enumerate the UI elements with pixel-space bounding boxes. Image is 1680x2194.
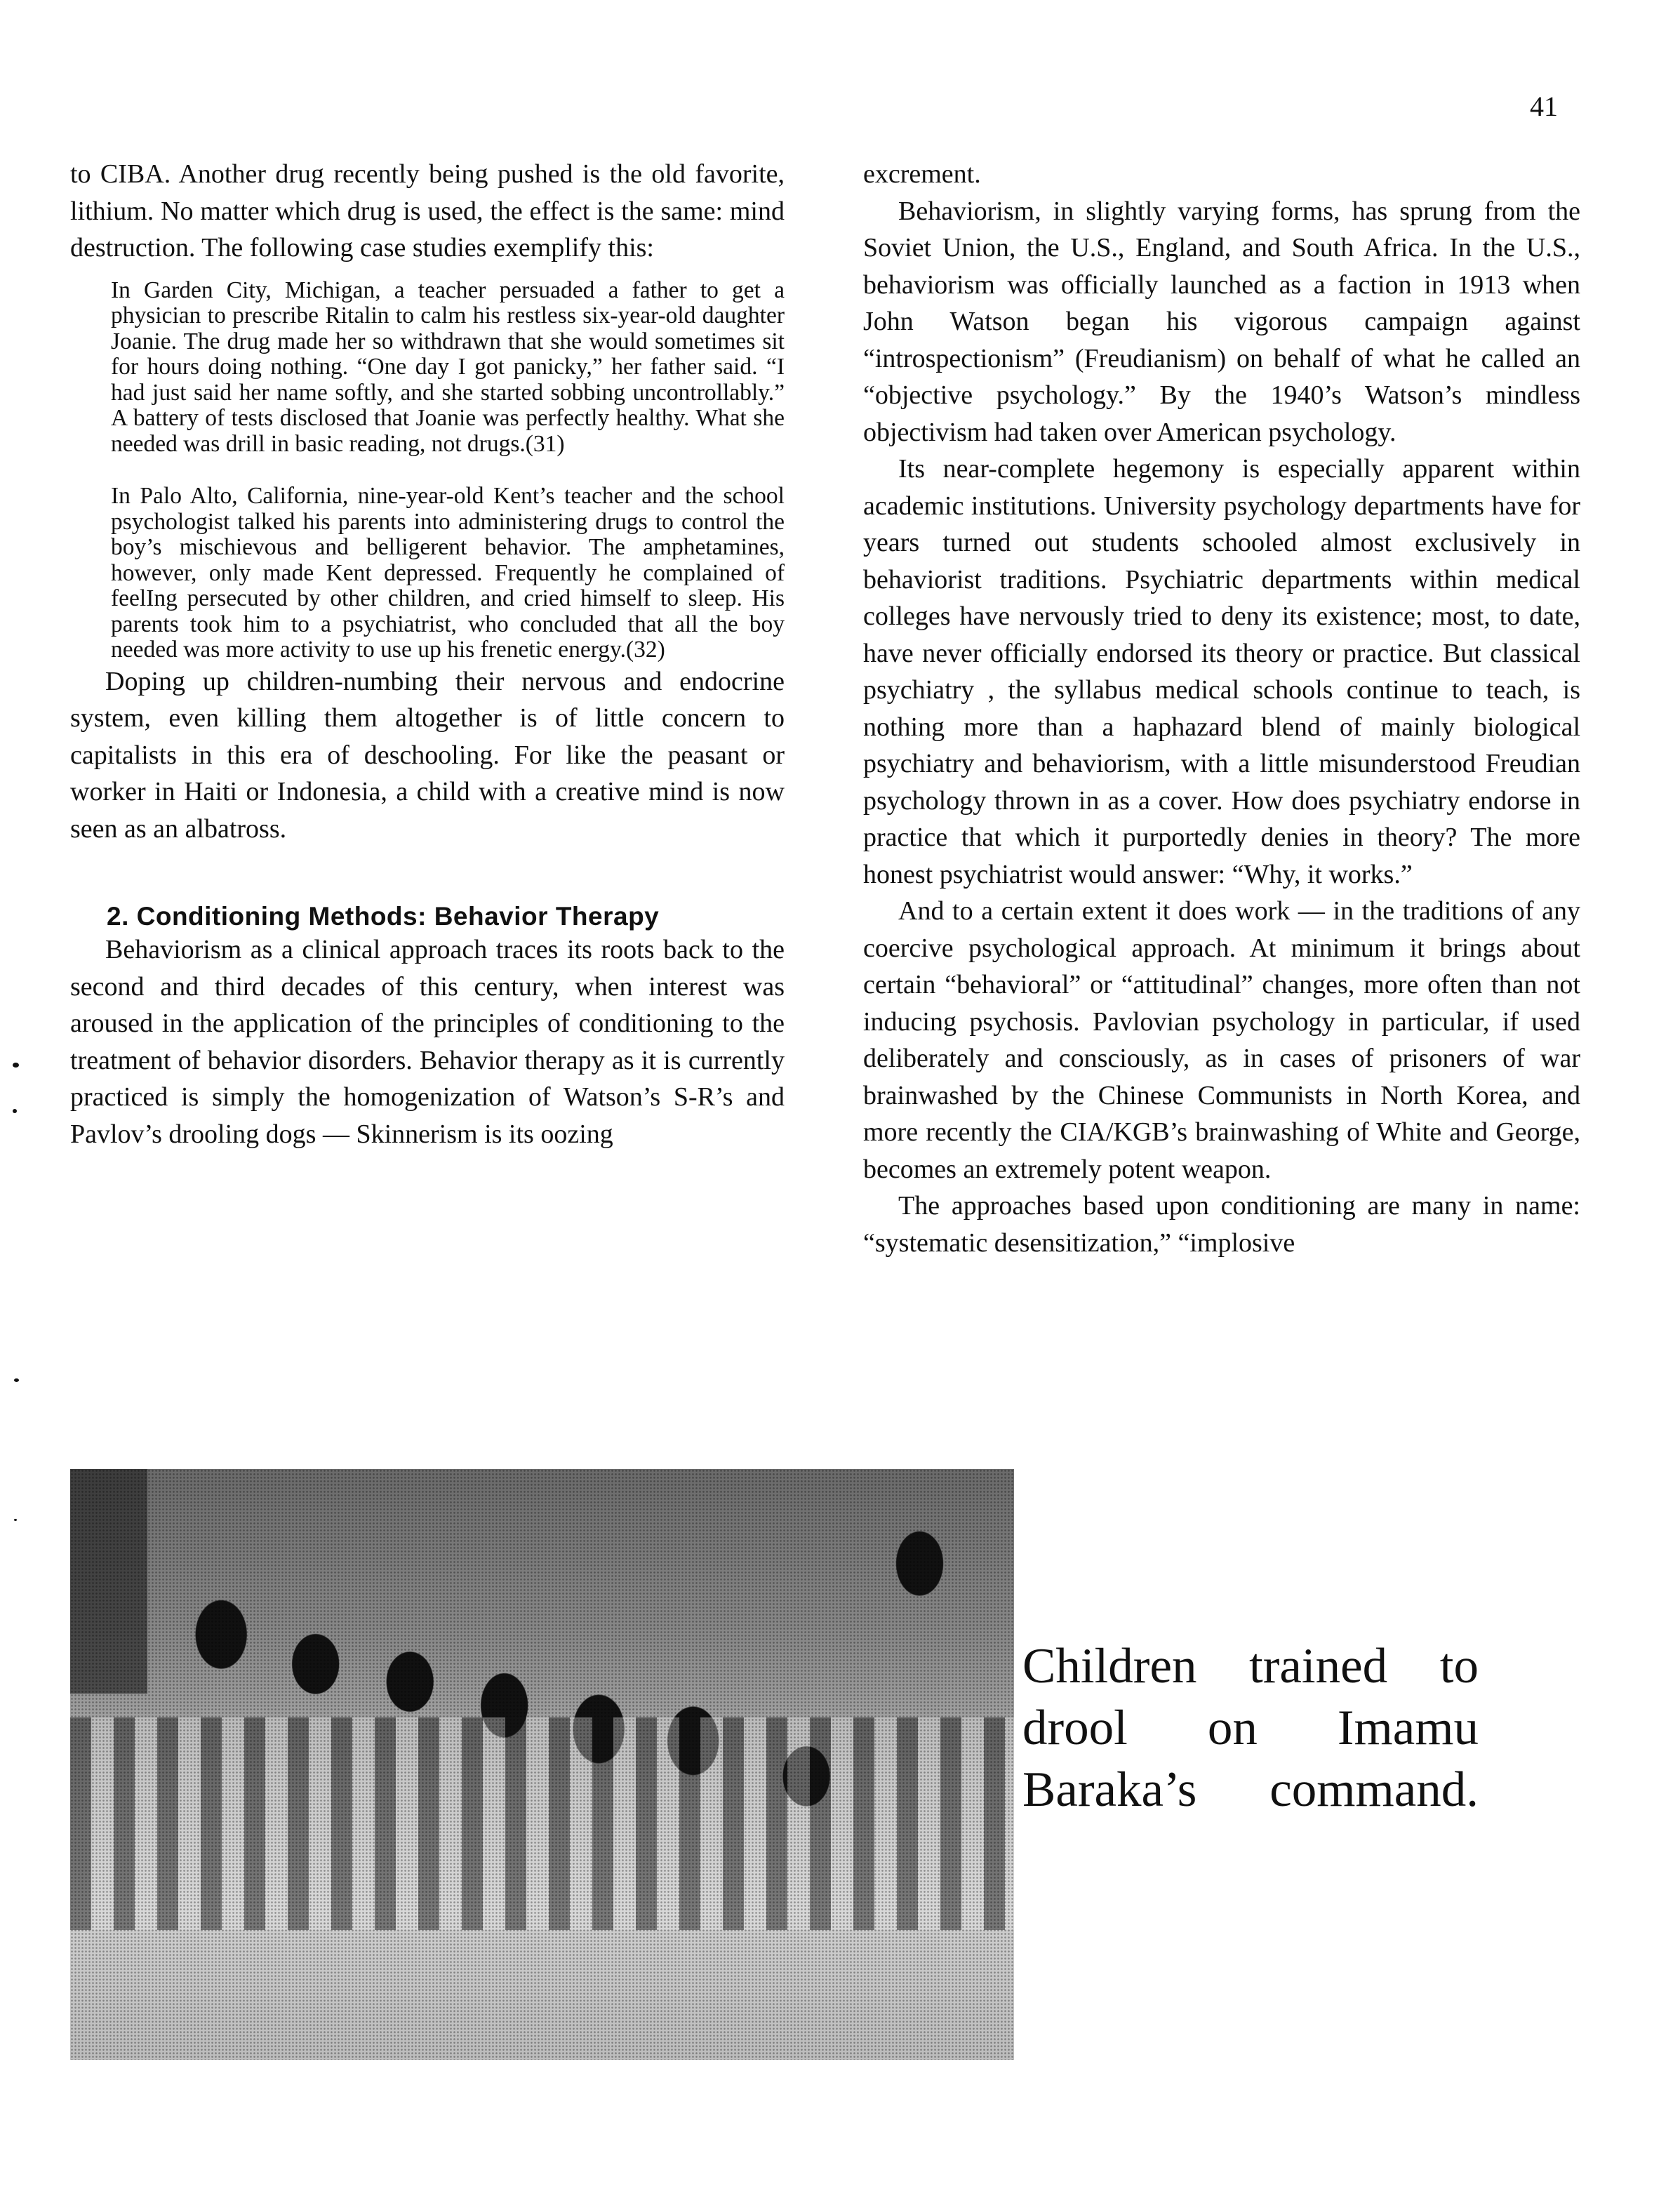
margin-speck bbox=[13, 1063, 19, 1068]
margin-speck bbox=[14, 1378, 19, 1382]
case-study-garden-city: In Garden City, Michigan, a teacher persuaded a father to get a physician to prescribe Ritalin to calm his restless six-year-old daughter Joanie. The drug made her so withdrawn that she would sometimes sit for hours doing nothing. “One day I got panicky,” her father said. “I had just said her name softly, and she started sobbing uncontrollably.” A battery of tests disclosed that Joanie was perfectly healthy. What she needed was drill in basic reading, not drugs.(31) bbox=[111, 277, 785, 457]
paragraph-continuation: excrement. bbox=[863, 159, 981, 189]
caption-line: drool on Imamu bbox=[1022, 1701, 1479, 1755]
caption-line: Children trained to bbox=[1022, 1639, 1479, 1694]
photo-building-shape bbox=[70, 1469, 147, 1694]
margin-speck bbox=[14, 1519, 17, 1521]
right-column bbox=[863, 156, 1580, 1261]
section-paragraph: Behaviorism as a clinical approach traces its roots back to the second and third decades of this century, when interest was aroused in the application of the principles of conditioning to the treatment of behavior disorders. Behavior therapy as it is currently practiced is simply the homogenization of Watson’s S-R’s and Pavlov’s drooling dogs — Skinnerism is its oozing bbox=[70, 935, 785, 1149]
paragraph-coercive-approach: And to a certain extent it does work — in the traditions of any coercive psychological approach. At minimum it brings about certain “behavioral” or “attitudinal” changes, more often than not inducing psychosis. Pavlovian psychology in particular, if used deliberately and consciously, as in cases of prisoners of war brainwashed by the Chinese Communists in North Korea, and more recently the CIA/KGB’s brainwashing of White and George, becomes an extremely potent weapon. bbox=[863, 896, 1580, 1184]
paragraph-conditioning-approaches: The approaches based upon conditioning are many in name: “systematic desensitization,” “implosive bbox=[863, 1191, 1580, 1258]
intro-paragraph: to CIBA. Another drug recently being pushed is the old favorite, lithium. No matter which drug is used, the effect is the same: mind destruction. The following case studies exemplify this: bbox=[70, 159, 785, 262]
photo-caption bbox=[1022, 1635, 1479, 1821]
caption-line: Baraka’s command. bbox=[1022, 1762, 1479, 1817]
left-column bbox=[70, 156, 785, 1152]
closing-paragraph: Doping up children-numbing their nervous and endocrine system, even killing them altogether is of little concern to capitalists in this era of deschooling. For like the peasant or worker in Haiti or Indonesia, a child with a creative mind is now seen as an albatross. bbox=[70, 666, 785, 844]
paragraph-hegemony: Its near-complete hegemony is especially apparent within academic institutions. University psychology departments have for years turned out students schooled almost exclusively in behaviorist traditions. Psychiatric departments within medical colleges have nervously tried to deny its existence; most, to date, have never officially endorsed its theory or practice. But classical psychiatry , the syllabus medical schools continue to teach, is nothing more than a haphazard blend of mainly biological psychiatry and behaviorism, with a little misunderstood Freudian psychology thrown in as a cover. How does psychiatry endorse in practice that which it purportedly denies in theory? The more honest psychiatrist would answer: “Why, it works.” bbox=[863, 454, 1580, 889]
margin-speck bbox=[13, 1109, 17, 1113]
paragraph-behaviorism-origins: Behaviorism, in slightly varying forms, has sprung from the Soviet Union, the U.S., England, and South Africa. In the U.S., behaviorism was officially launched as a faction in 1913 when John Watson began his vigorous campaign against “introspectionism” (Freudianism) on behalf of what he called an “objective psychology.” By the 1940’s Watson’s mindless objectivism had taken over American psychology. bbox=[863, 196, 1580, 447]
case-study-palo-alto: In Palo Alto, California, nine-year-old Kent’s teacher and the school psychologist talked his parents into administering drugs to control the boy’s mischievous and belligerent behavior. The amphetamines, however, only made Kent depressed. Frequently he complained of feelIng persecuted by other children, and cried himself to sleep. His parents took him to a psychiatrist, who concluded that all the boy needed was more activity to use up his frenetic energy.(32) bbox=[111, 483, 785, 663]
photo-children-row bbox=[70, 1717, 1014, 1930]
halftone-photo bbox=[70, 1469, 1014, 2060]
section-heading: 2. Conditioning Methods: Behavior Therapy bbox=[107, 902, 660, 931]
page-number: 41 bbox=[1530, 91, 1558, 122]
